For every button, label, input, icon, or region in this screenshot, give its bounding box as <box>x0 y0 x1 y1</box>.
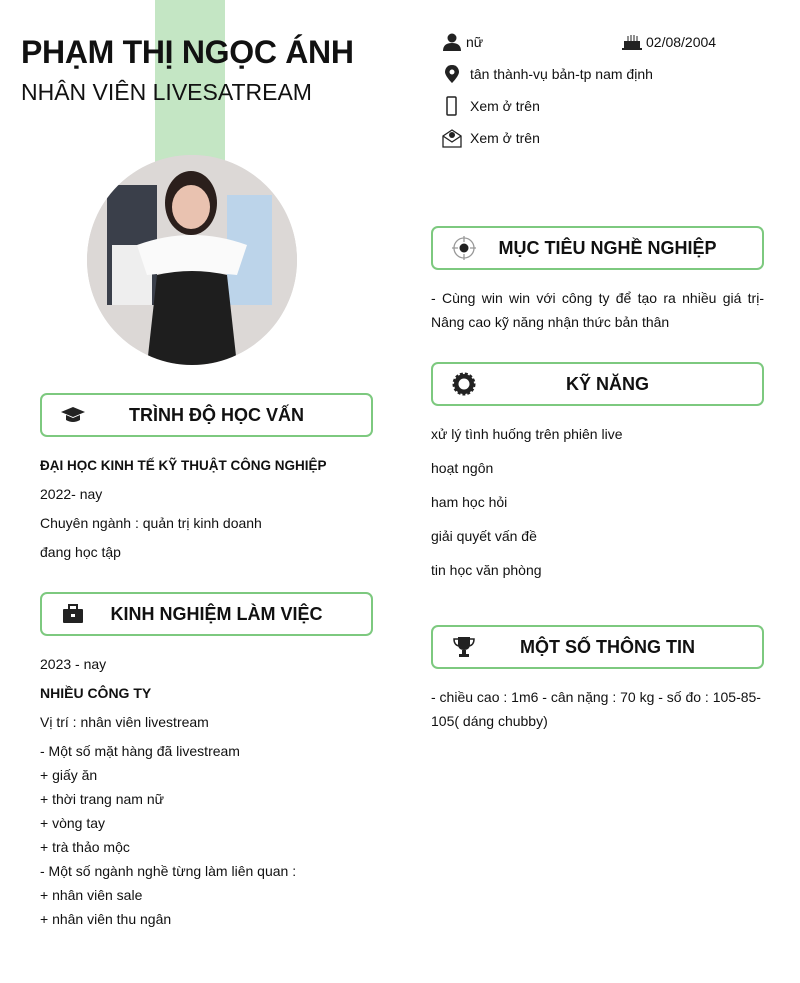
detail-line: + thời trang nam nữ <box>40 791 165 807</box>
email-row <box>442 128 540 148</box>
skill-item: ham học hỏi <box>431 494 508 510</box>
address-value: tân thành-vụ bản-tp nam định <box>470 66 653 82</box>
detail-line: + nhân viên thu ngân <box>40 911 172 927</box>
company-name: NHIỀU CÔNG TY <box>40 685 152 701</box>
candidate-name: PHẠM THỊ NGỌC ÁNH <box>21 34 354 70</box>
objective-header <box>431 226 764 270</box>
detail-line: + vòng tay <box>40 815 105 831</box>
gear-icon <box>451 372 477 396</box>
cake-icon <box>622 32 642 52</box>
skill-item: giải quyết vấn đề <box>431 528 537 544</box>
education-major: Chuyên ngành : quản trị kinh doanh <box>40 515 262 531</box>
info-header <box>431 625 764 669</box>
skill-item: hoạt ngôn <box>431 460 494 476</box>
gender-row <box>442 32 483 52</box>
detail-line: + nhân viên sale <box>40 887 143 903</box>
info-text: - chiều cao : 1m6 - cân nặng : 70 kg - số đo : 105-85-105( dáng chubby) <box>431 689 761 729</box>
section-title: TRÌNH ĐỘ HỌC VẤN <box>129 404 304 425</box>
graduation-cap-icon <box>60 403 86 427</box>
gender-value: nữ <box>466 34 484 50</box>
section-title: MỘT SỐ THÔNG TIN <box>520 636 695 657</box>
detail-line: + giấy ăn <box>40 767 98 783</box>
skill-item: tin học văn phòng <box>431 562 542 578</box>
person-icon <box>442 32 462 52</box>
detail-line: + trà thảo mộc <box>40 839 130 855</box>
objective-text: - Cùng win win với công ty để tạo ra nhiều giá trị- Nâng cao kỹ năng nhận thức bản thân <box>431 290 764 330</box>
detail-line: - Một số ngành nghề từng làm liên quan : <box>40 863 297 879</box>
job-title: NHÂN VIÊN LIVESATREAM <box>21 79 312 105</box>
phone-row <box>442 96 540 116</box>
experience-body <box>40 652 370 931</box>
trophy-icon <box>451 635 477 659</box>
birthday-value: 02/08/2004 <box>646 34 717 50</box>
education-period: 2022- nay <box>40 486 103 502</box>
school-name: ĐẠI HỌC KINH TẾ KỸ THUẬT CÔNG NGHIỆP <box>40 458 327 473</box>
skills-header <box>431 362 764 406</box>
skill-item: xử lý tình huống trên phiên live <box>431 426 623 442</box>
phone-icon <box>442 96 462 116</box>
education-body <box>40 454 370 564</box>
email-icon <box>442 128 462 148</box>
section-title: MỤC TIÊU NGHỀ NGHIỆP <box>498 237 717 258</box>
experience-header <box>40 592 373 636</box>
skills-list <box>431 422 623 592</box>
section-title: KỸ NĂNG <box>565 373 649 394</box>
location-pin-icon <box>442 64 462 84</box>
target-icon <box>451 236 477 260</box>
briefcase-icon <box>60 602 86 626</box>
experience-period: 2023 - nay <box>40 656 107 672</box>
position: Vị trí : nhân viên livestream <box>40 714 209 730</box>
phone-value: Xem ở trên <box>470 98 540 114</box>
detail-line: - Một số mặt hàng đã livestream <box>40 743 240 759</box>
education-header <box>40 393 373 437</box>
email-value: Xem ở trên <box>470 130 540 146</box>
education-status: đang học tập <box>40 544 121 560</box>
address-row <box>442 64 653 84</box>
avatar <box>87 155 297 365</box>
birthday-row <box>622 32 716 52</box>
section-title: KINH NGHIỆM LÀM VIỆC <box>110 603 323 624</box>
